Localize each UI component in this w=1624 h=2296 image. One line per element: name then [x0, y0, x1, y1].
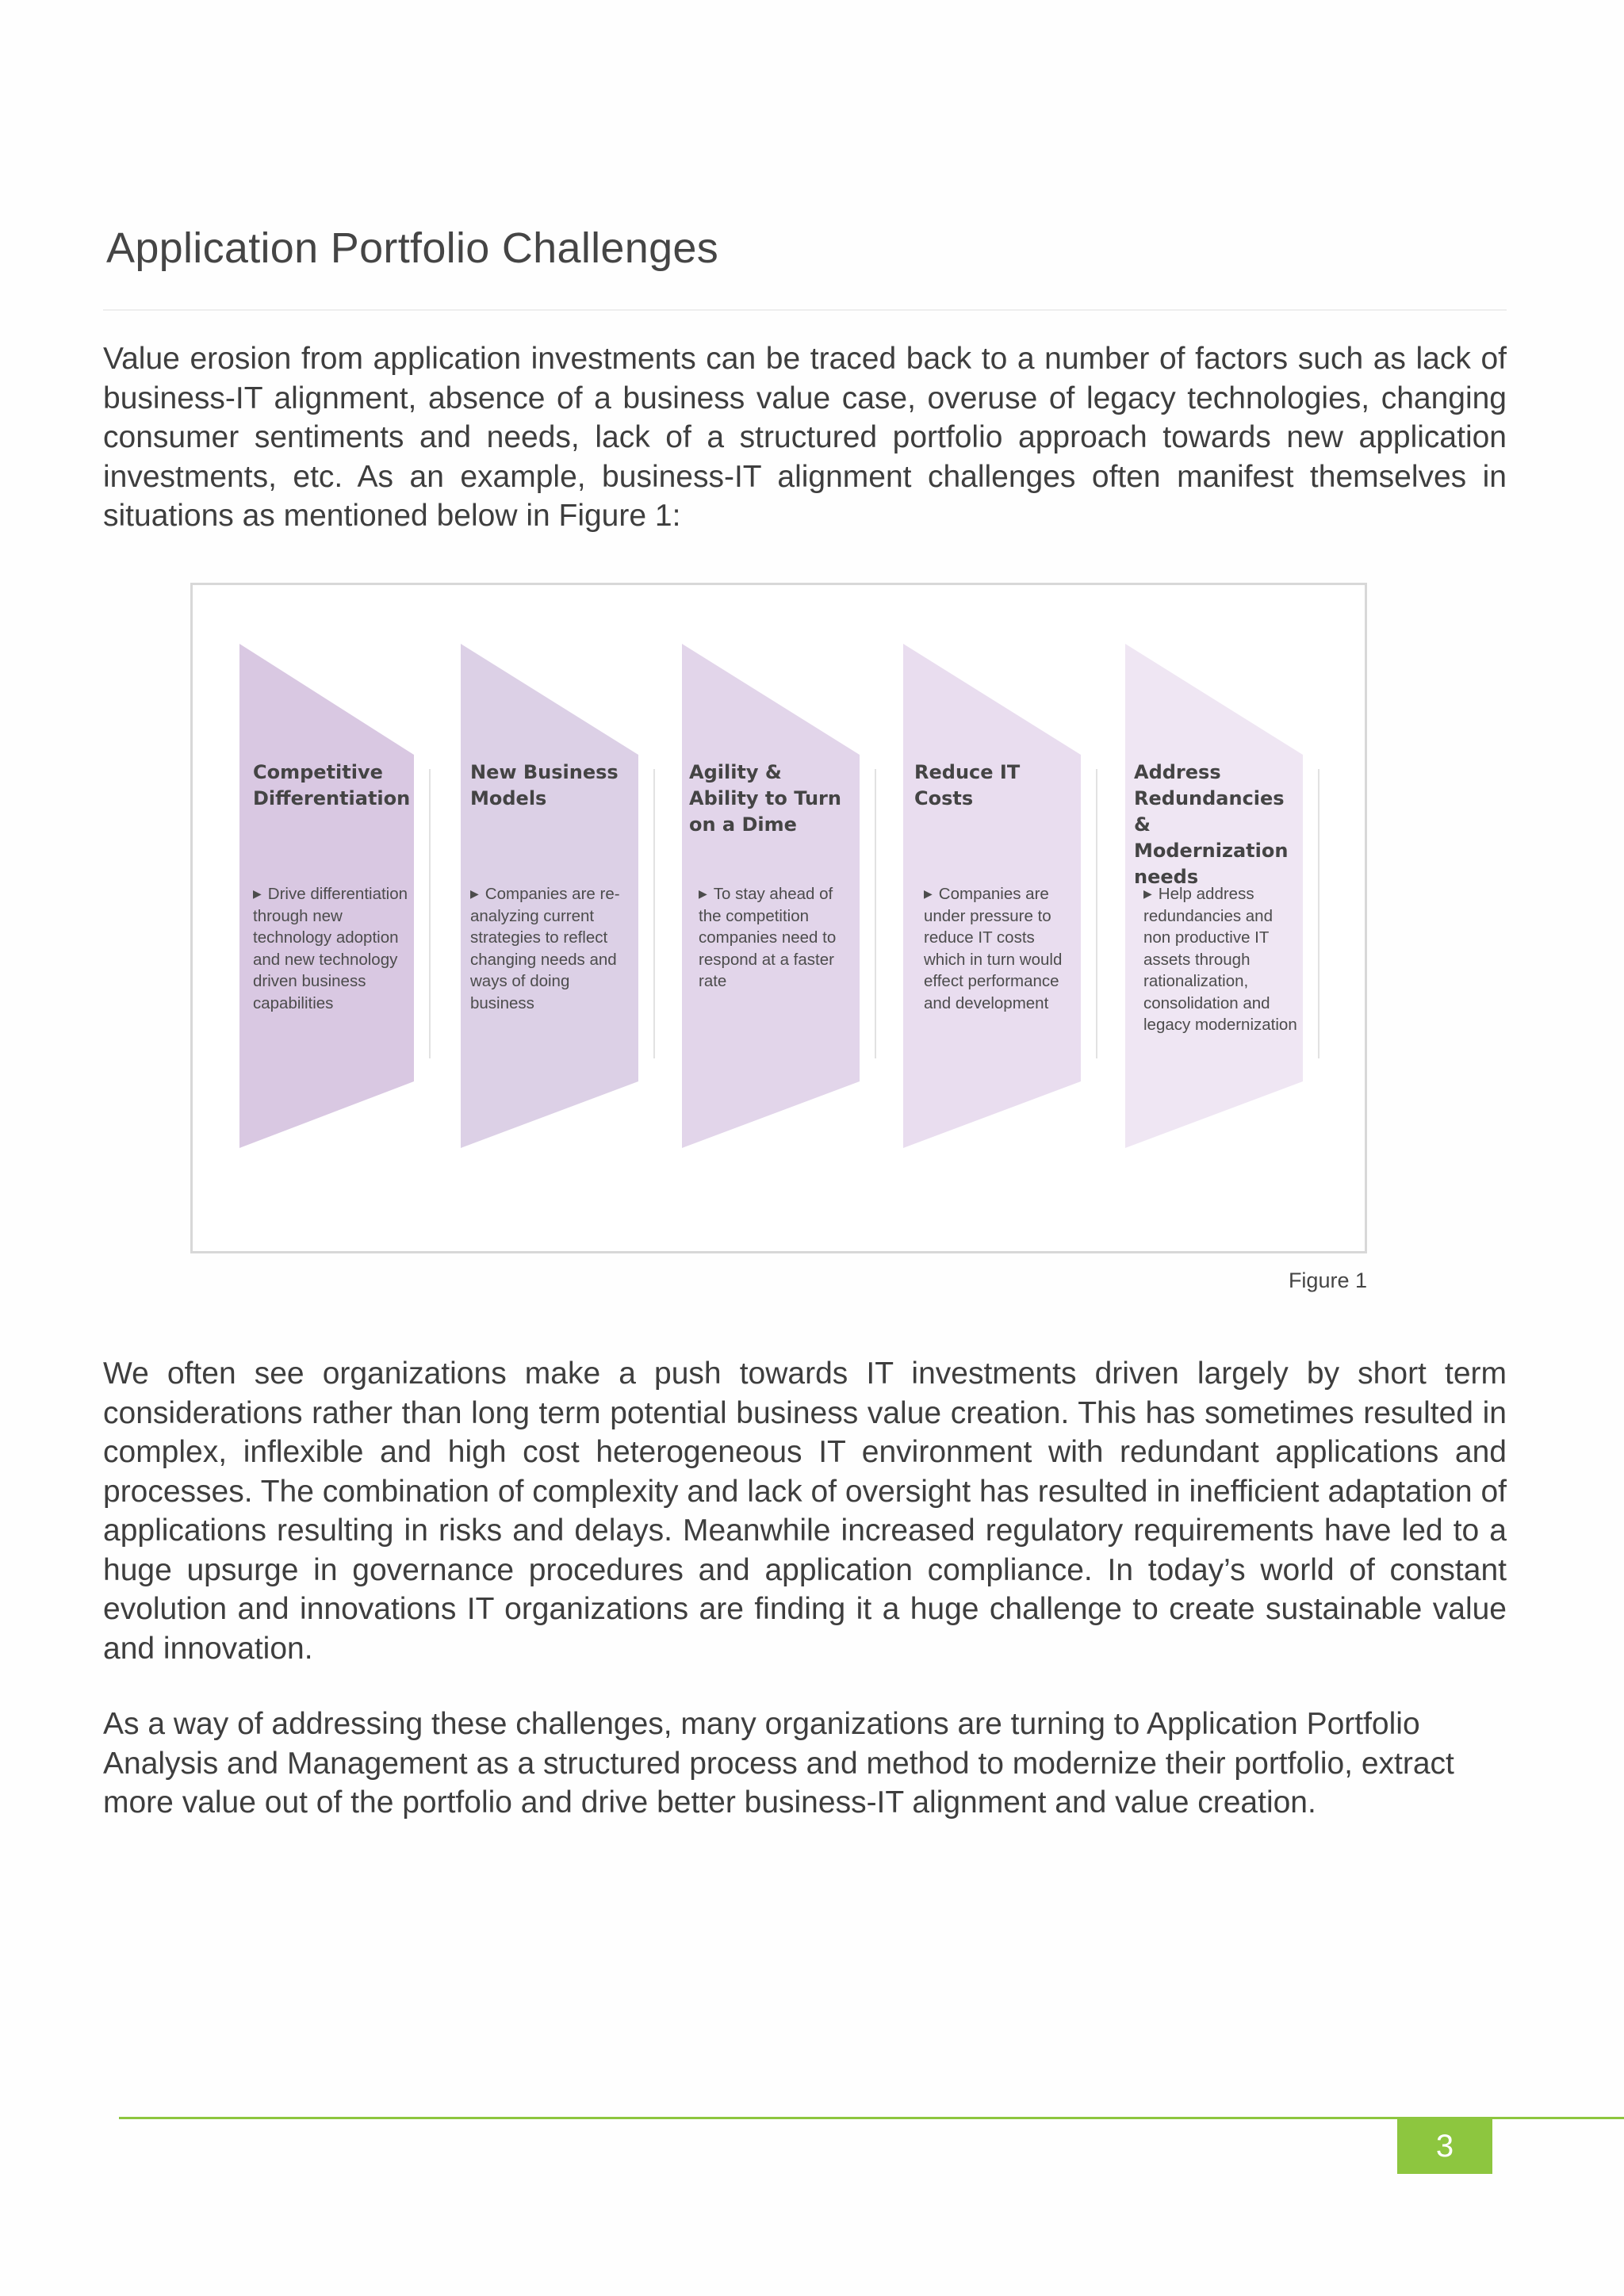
card-body	[470, 883, 629, 1014]
card-body-text: Companies are under pressure to reduce IT costs which in turn would effect performance and development	[924, 885, 1063, 1012]
card-body-text: Help address redundancies and non productive IT assets through rationalization, consolidation and legacy modernization	[1143, 885, 1297, 1034]
separator-2	[653, 769, 655, 1058]
separator-3	[875, 769, 876, 1058]
triangle-bullet-icon: ▶	[699, 887, 707, 900]
card-title: Agility & Ability to Turn on a Dime	[689, 761, 841, 836]
figure-caption: Figure 1	[1288, 1269, 1367, 1292]
body-paragraph: We often see organizations make a push towards IT investments driven largely by short term considerations rather than long term potential business value creation. This has sometimes resulted in complex, inflexible and high cost heterogeneous IT environment with redundant applications and processes. The combination of complexity and lack of oversight has resulted in inefficient adaptation of applications resulting in risks and delays. Meanwhile increased regulatory requirements have led to a huge upsurge in governance procedures and application compliance. In today’s world of constant evolution and innovations IT organizations are finding it a huge challenge to create sustainable value and innovation.	[103, 1357, 1507, 1666]
card-new-business-models	[470, 760, 637, 812]
separator-1	[429, 769, 431, 1058]
triangle-bullet-icon: ▶	[924, 887, 933, 900]
page-title: Application Portfolio Challenges	[106, 224, 719, 272]
card-body	[699, 883, 857, 993]
separator-4	[1096, 769, 1097, 1058]
card-body	[253, 883, 412, 1014]
card-title: New Business Models	[470, 761, 619, 809]
card-body-text: Drive differentiation through new technology adoption and new technology driven business capabilities	[253, 885, 408, 1012]
page-number: 3	[1397, 2118, 1492, 2174]
card-body	[1143, 883, 1299, 1036]
closing-paragraph: As a way of addressing these challenges, many organizations are turning to Application Portfolio Analysis and Management as a structured process and method to modernize their portfolio, extract more value out of the portfolio and drive better business-IT alignment and value creation.	[103, 1707, 1454, 1820]
card-title: Reduce IT Costs	[914, 761, 1021, 809]
card-title: Address Redundancies & Modernization needs	[1134, 761, 1289, 888]
card-body	[924, 883, 1079, 1014]
card-competitive-differentiation	[253, 760, 412, 812]
triangle-bullet-icon: ▶	[253, 887, 262, 900]
card-title: Competitive Differentiation	[253, 761, 411, 809]
card-agility	[689, 760, 856, 838]
triangle-bullet-icon: ▶	[470, 887, 479, 900]
separator-5	[1318, 769, 1320, 1058]
intro-paragraph: Value erosion from application investments can be traced back to a number of factors such as lack of business-IT alignment, absence of a business value case, overuse of legacy technologies, changing consumer sentiments and needs, lack of a structured portfolio approach towards new application investments, etc. As an example, business-IT alignment challenges often manifest themselves in situations as mentioned below in Figure 1:	[103, 342, 1507, 533]
triangle-bullet-icon: ▶	[1143, 887, 1152, 900]
card-reduce-it-costs	[914, 760, 1065, 812]
figure-1	[190, 583, 1367, 1253]
card-body-text: To stay ahead of the competition companies need to respond at a faster rate	[699, 885, 837, 990]
card-body-text: Companies are re-analyzing current strategies to reflect changing needs and ways of doing business	[470, 885, 620, 1012]
title-divider	[103, 309, 1507, 311]
card-address-redundancies	[1134, 760, 1304, 890]
